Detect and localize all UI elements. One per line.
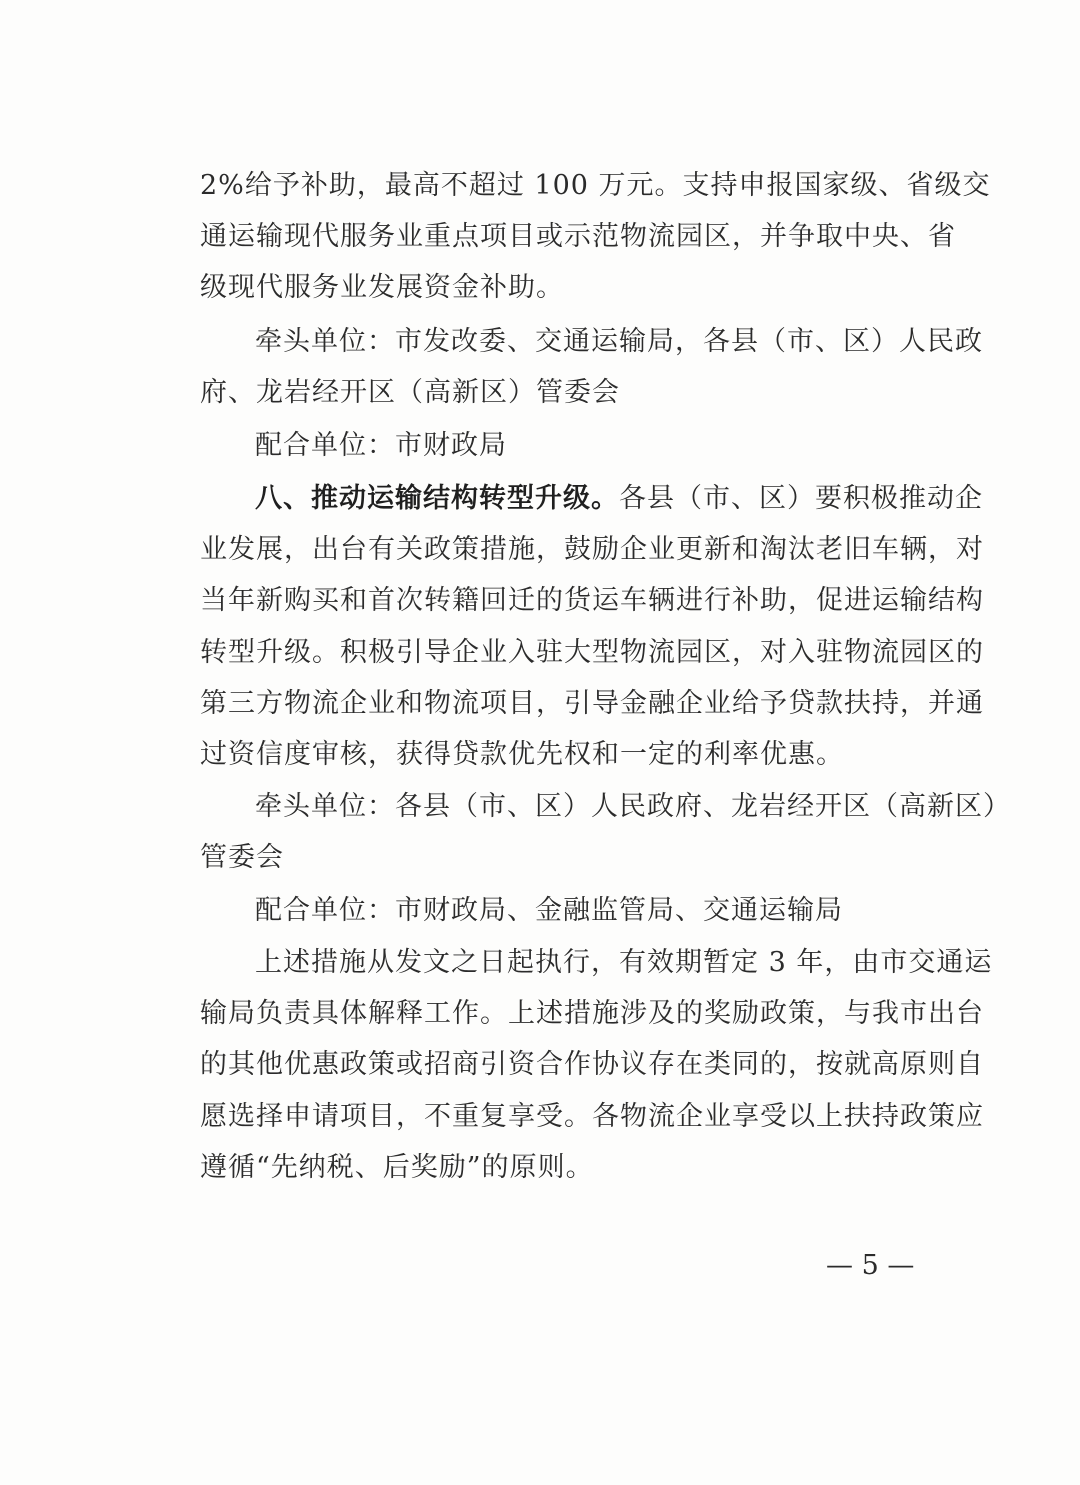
section-heading: 八、推动运输结构转型升级。 — [255, 483, 619, 514]
closing-line-2: 输局负责具体解释工作。上述措施涉及的奖励政策，与我市出台 — [200, 998, 984, 1029]
closing-line-5: 遵循“先纳税、后奖励”的原则。 — [200, 1152, 594, 1183]
text-line-1: 2%给予补助，最高不超过 100 万元。支持申报国家级、省级交 — [200, 170, 991, 201]
section-eight-first-line — [255, 476, 983, 515]
closing-line-1: 上述措施从发文之日起执行，有效期暂定 3 年，由市交通运 — [255, 947, 993, 978]
text-line-3: 级现代服务业发展资金补助。 — [200, 272, 564, 303]
page-number: — 5 — — [826, 1250, 915, 1281]
lead-unit-line-4: 管委会 — [200, 842, 284, 873]
lead-unit-line-3: 牵头单位：各县（市、区）人民政府、龙岩经开区（高新区） — [255, 791, 1011, 822]
closing-line-3: 的其他优惠政策或招商引资合作协议存在类同的，按就高原则自 — [200, 1049, 984, 1080]
text-line-11: 第三方物流企业和物流项目，引导金融企业给予贷款扶持，并通 — [200, 688, 984, 719]
text-line-12: 过资信度审核，获得贷款优先权和一定的利率优惠。 — [200, 739, 844, 770]
text-line-2: 通运输现代服务业重点项目或示范物流园区，并争取中央、省 — [200, 221, 956, 252]
closing-line-4: 愿选择申请项目，不重复享受。各物流企业享受以上扶持政策应 — [200, 1101, 984, 1132]
cooperating-unit-line: 配合单位：市财政局 — [255, 430, 507, 461]
text-line-8: 业发展，出台有关政策措施，鼓励企业更新和淘汰老旧车辆，对 — [200, 534, 984, 565]
cooperating-unit-line-2: 配合单位：市财政局、金融监管局、交通运输局 — [255, 895, 843, 926]
lead-unit-line-1: 牵头单位：市发改委、交通运输局，各县（市、区）人民政 — [255, 326, 983, 357]
text-line-9: 当年新购买和首次转籍回迁的货运车辆进行补助，促进运输结构 — [200, 585, 984, 616]
lead-unit-line-2: 府、龙岩经开区（高新区）管委会 — [200, 377, 620, 408]
section-eight-text-start: 各县（市、区）要积极推动企 — [619, 483, 983, 514]
text-line-10: 转型升级。积极引导企业入驻大型物流园区，对入驻物流园区的 — [200, 637, 984, 668]
